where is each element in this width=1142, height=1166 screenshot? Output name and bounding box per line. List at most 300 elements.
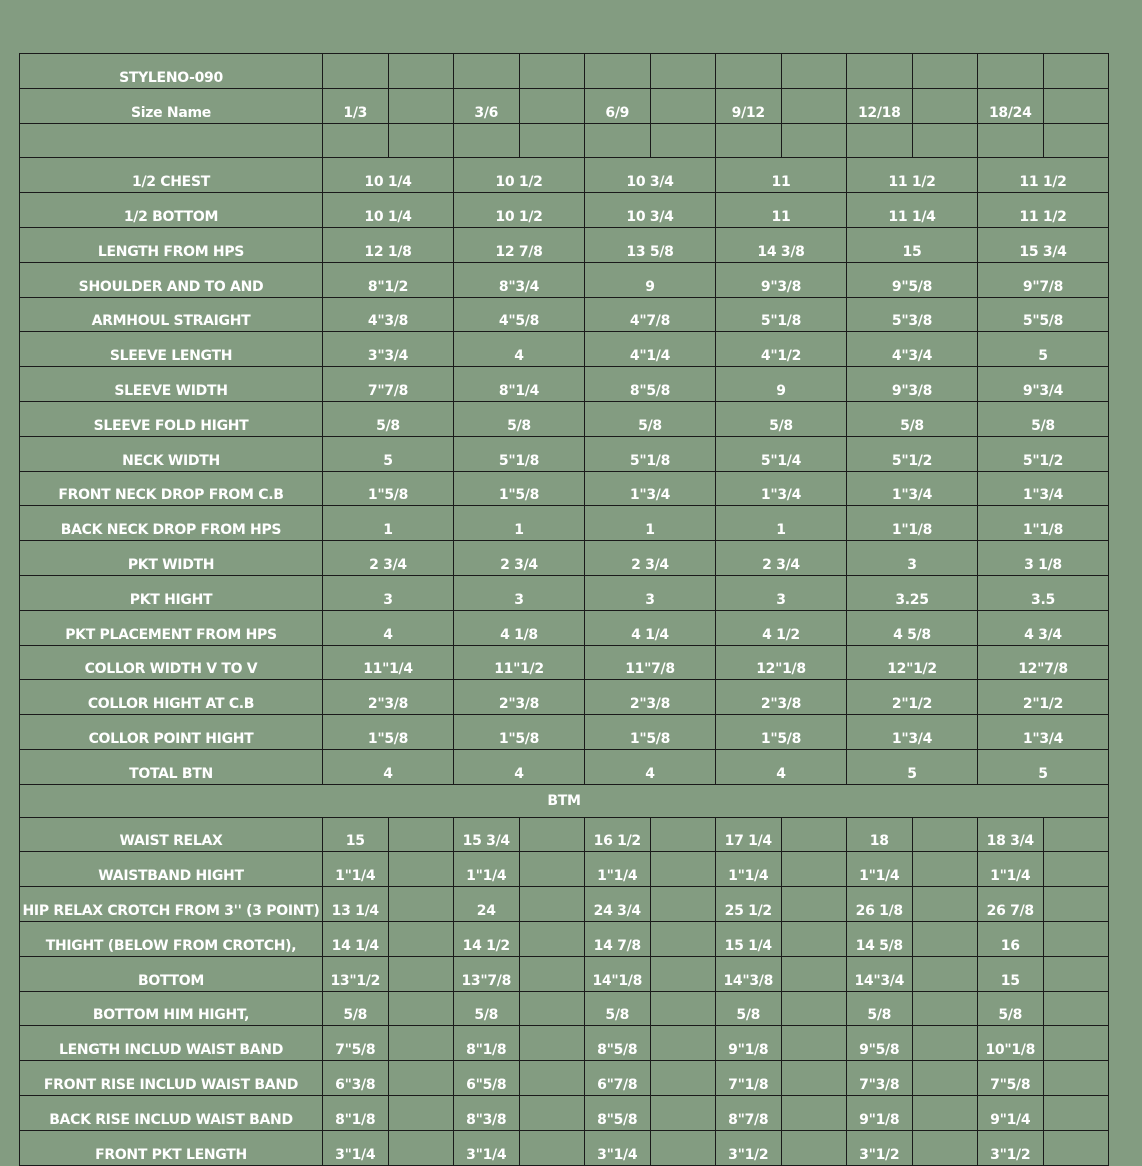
empty-cell[interactable] [1043, 54, 1109, 89]
measurement-value[interactable]: 11 1/2 [978, 158, 1109, 193]
measurement-value[interactable]: 3 [716, 575, 847, 610]
empty-cell[interactable] [912, 1095, 978, 1130]
measurement-value[interactable]: 15 3/4 [978, 227, 1109, 262]
empty-cell[interactable] [781, 1026, 847, 1061]
empty-cell[interactable] [781, 1095, 847, 1130]
empty-cell[interactable] [388, 887, 454, 922]
measurement-value[interactable]: 2"1/2 [847, 680, 978, 715]
measurement-value[interactable]: 10 3/4 [585, 158, 716, 193]
measurement-value[interactable]: 1 [454, 506, 585, 541]
empty-cell[interactable] [781, 956, 847, 991]
measurement-value[interactable]: 11"1/4 [323, 645, 454, 680]
measurement-value[interactable]: 14 1/4 [323, 921, 389, 956]
measurement-value[interactable]: 4 1/2 [716, 610, 847, 645]
empty-cell[interactable] [519, 991, 585, 1026]
measurement-label[interactable]: COLLOR WIDTH V TO V [20, 645, 323, 680]
measurement-value[interactable]: 2"3/8 [716, 680, 847, 715]
measurement-value[interactable]: 15 1/4 [716, 921, 782, 956]
measurement-value[interactable]: 4"3/8 [323, 297, 454, 332]
measurement-value[interactable]: 4 [454, 749, 585, 784]
measurement-value[interactable]: 9"3/4 [978, 367, 1109, 402]
measurement-value[interactable]: 14"3/4 [847, 956, 913, 991]
measurement-value[interactable]: 2"1/2 [978, 680, 1109, 715]
measurement-value[interactable]: 12"7/8 [978, 645, 1109, 680]
measurement-value[interactable]: 5"1/8 [454, 436, 585, 471]
measurement-value[interactable]: 3"3/4 [323, 332, 454, 367]
measurement-value[interactable]: 3"1/4 [585, 1130, 651, 1165]
empty-cell[interactable] [650, 887, 716, 922]
measurement-value[interactable]: 1"1/8 [978, 506, 1109, 541]
measurement-label[interactable]: WAIST RELAX [20, 817, 323, 852]
measurement-value[interactable]: 1"1/4 [847, 852, 913, 887]
measurement-value[interactable]: 8"5/8 [585, 1026, 651, 1061]
measurement-value[interactable]: 11 1/4 [847, 193, 978, 228]
measurement-value[interactable]: 3 1/8 [978, 541, 1109, 576]
empty-cell[interactable] [519, 88, 585, 123]
measurement-value[interactable]: 14"1/8 [585, 956, 651, 991]
empty-cell[interactable] [1043, 991, 1109, 1026]
measurement-value[interactable]: 10 3/4 [585, 193, 716, 228]
measurement-value[interactable]: 7"5/8 [978, 1061, 1044, 1096]
measurement-label[interactable]: BOTTOM [20, 956, 323, 991]
size-header[interactable]: 9/12 [716, 88, 782, 123]
empty-cell[interactable] [978, 54, 1044, 89]
measurement-value[interactable]: 9 [585, 262, 716, 297]
measurement-value[interactable]: 5"5/8 [978, 297, 1109, 332]
measurement-value[interactable]: 3.5 [978, 575, 1109, 610]
measurement-value[interactable]: 9"7/8 [978, 262, 1109, 297]
empty-cell[interactable] [388, 1095, 454, 1130]
measurement-value[interactable]: 4 5/8 [847, 610, 978, 645]
measurement-label[interactable]: BACK RISE INCLUD WAIST BAND [20, 1095, 323, 1130]
empty-cell[interactable] [912, 956, 978, 991]
measurement-value[interactable]: 1"3/4 [585, 471, 716, 506]
measurement-value[interactable]: 3 [323, 575, 454, 610]
measurement-value[interactable]: 8"5/8 [585, 1095, 651, 1130]
empty-cell[interactable] [388, 123, 454, 158]
measurement-value[interactable]: 6"5/8 [454, 1061, 520, 1096]
measurement-label[interactable]: FRONT PKT LENGTH [20, 1130, 323, 1165]
measurement-label[interactable]: FRONT NECK DROP FROM C.B [20, 471, 323, 506]
measurement-value[interactable]: 5/8 [585, 401, 716, 436]
empty-cell[interactable] [519, 1130, 585, 1165]
empty-cell[interactable] [454, 123, 520, 158]
empty-cell[interactable] [454, 54, 520, 89]
measurement-value[interactable]: 14 7/8 [585, 921, 651, 956]
measurement-value[interactable]: 5 [978, 749, 1109, 784]
size-header[interactable]: 12/18 [847, 88, 913, 123]
measurement-label[interactable]: 1/2 BOTTOM [20, 193, 323, 228]
measurement-value[interactable]: 3"1/2 [978, 1130, 1044, 1165]
empty-cell[interactable] [1043, 852, 1109, 887]
empty-cell[interactable] [912, 1061, 978, 1096]
measurement-label[interactable]: SLEEVE FOLD HIGHT [20, 401, 323, 436]
measurement-value[interactable]: 3"1/4 [323, 1130, 389, 1165]
measurement-value[interactable]: 5 [978, 332, 1109, 367]
empty-cell[interactable] [388, 1061, 454, 1096]
empty-cell[interactable] [912, 1026, 978, 1061]
measurement-value[interactable]: 24 3/4 [585, 887, 651, 922]
measurement-value[interactable]: 5/8 [716, 401, 847, 436]
measurement-label[interactable]: HIP RELAX CROTCH FROM 3'' (3 POINT) [20, 887, 323, 922]
measurement-value[interactable]: 1"5/8 [454, 471, 585, 506]
measurement-value[interactable]: 8"1/8 [323, 1095, 389, 1130]
measurement-value[interactable]: 5/8 [847, 401, 978, 436]
empty-cell[interactable] [781, 887, 847, 922]
measurement-value[interactable]: 9"5/8 [847, 262, 978, 297]
measurement-value[interactable]: 17 1/4 [716, 817, 782, 852]
empty-cell[interactable] [650, 1061, 716, 1096]
measurement-value[interactable]: 8"3/8 [454, 1095, 520, 1130]
measurement-value[interactable]: 14 1/2 [454, 921, 520, 956]
measurement-value[interactable]: 5 [323, 436, 454, 471]
empty-cell[interactable] [912, 123, 978, 158]
measurement-label[interactable]: LENGTH FROM HPS [20, 227, 323, 262]
empty-cell[interactable] [1043, 1130, 1109, 1165]
measurement-value[interactable]: 16 1/2 [585, 817, 651, 852]
empty-cell[interactable] [1043, 88, 1109, 123]
measurement-value[interactable]: 1"3/4 [978, 715, 1109, 750]
measurement-value[interactable]: 3"1/4 [454, 1130, 520, 1165]
measurement-value[interactable]: 6"7/8 [585, 1061, 651, 1096]
measurement-value[interactable]: 10 1/4 [323, 158, 454, 193]
measurement-value[interactable]: 7"1/8 [716, 1061, 782, 1096]
empty-cell[interactable] [781, 1061, 847, 1096]
measurement-value[interactable]: 11 1/2 [847, 158, 978, 193]
empty-cell[interactable] [978, 123, 1044, 158]
measurement-value[interactable]: 11 [716, 158, 847, 193]
empty-cell[interactable] [912, 1130, 978, 1165]
measurement-value[interactable]: 13"1/2 [323, 956, 389, 991]
measurement-value[interactable]: 1 [323, 506, 454, 541]
measurement-value[interactable]: 3"1/2 [847, 1130, 913, 1165]
empty-cell[interactable] [519, 123, 585, 158]
measurement-label[interactable]: FRONT RISE INCLUD WAIST BAND [20, 1061, 323, 1096]
measurement-value[interactable]: 1"5/8 [585, 715, 716, 750]
empty-cell[interactable] [1043, 1061, 1109, 1096]
empty-cell[interactable] [519, 1026, 585, 1061]
empty-cell[interactable] [1043, 1095, 1109, 1130]
measurement-value[interactable]: 4 1/4 [585, 610, 716, 645]
empty-cell[interactable] [847, 54, 913, 89]
empty-cell[interactable] [781, 54, 847, 89]
measurement-value[interactable]: 4"3/4 [847, 332, 978, 367]
size-header[interactable]: 3/6 [454, 88, 520, 123]
measurement-value[interactable]: 26 7/8 [978, 887, 1044, 922]
empty-cell[interactable] [912, 88, 978, 123]
measurement-label[interactable]: SLEEVE LENGTH [20, 332, 323, 367]
measurement-value[interactable]: 5/8 [716, 991, 782, 1026]
measurement-value[interactable]: 5 [847, 749, 978, 784]
measurement-row [20, 887, 1109, 922]
empty-cell[interactable] [912, 54, 978, 89]
measurement-value[interactable]: 4 [454, 332, 585, 367]
measurement-value[interactable]: 12 1/8 [323, 227, 454, 262]
empty-cell[interactable] [650, 921, 716, 956]
empty-cell[interactable] [388, 991, 454, 1026]
measurement-value[interactable]: 26 1/8 [847, 887, 913, 922]
measurement-value[interactable]: 9"1/8 [716, 1026, 782, 1061]
measurement-value[interactable]: 2 3/4 [454, 541, 585, 576]
measurement-value[interactable]: 1"3/4 [847, 715, 978, 750]
measurement-value[interactable]: 14 5/8 [847, 921, 913, 956]
measurement-value[interactable]: 5"1/8 [585, 436, 716, 471]
measurement-value[interactable]: 9"1/8 [847, 1095, 913, 1130]
empty-cell[interactable] [1043, 817, 1109, 852]
measurement-value[interactable]: 10 1/4 [323, 193, 454, 228]
empty-cell[interactable] [650, 956, 716, 991]
measurement-value[interactable]: 11 [716, 193, 847, 228]
measurement-value[interactable]: 1"3/4 [847, 471, 978, 506]
empty-cell[interactable] [781, 921, 847, 956]
empty-cell[interactable] [519, 852, 585, 887]
measurement-value[interactable]: 4"5/8 [454, 297, 585, 332]
measurement-value[interactable]: 8"1/2 [323, 262, 454, 297]
measurement-value[interactable]: 2"3/8 [585, 680, 716, 715]
measurement-value[interactable]: 1"1/4 [323, 852, 389, 887]
measurement-value[interactable]: 1"3/4 [978, 471, 1109, 506]
measurement-value[interactable]: 15 3/4 [454, 817, 520, 852]
measurement-value[interactable]: 10"1/8 [978, 1026, 1044, 1061]
measurement-value[interactable]: 1"1/4 [716, 852, 782, 887]
empty-cell[interactable] [650, 54, 716, 89]
measurement-value[interactable]: 10 1/2 [454, 193, 585, 228]
measurement-value[interactable]: 5"1/2 [978, 436, 1109, 471]
measurement-value[interactable]: 2 3/4 [585, 541, 716, 576]
measurement-value[interactable]: 8"3/4 [454, 262, 585, 297]
measurement-value[interactable]: 1"5/8 [716, 715, 847, 750]
measurement-value[interactable]: 5"1/2 [847, 436, 978, 471]
measurement-value[interactable]: 9"5/8 [847, 1026, 913, 1061]
measurement-value[interactable]: 5"1/8 [716, 297, 847, 332]
empty-cell[interactable] [650, 991, 716, 1026]
measurement-value[interactable]: 4 [716, 749, 847, 784]
measurement-label[interactable]: PKT WIDTH [20, 541, 323, 576]
empty-cell[interactable] [650, 123, 716, 158]
measurement-row [20, 852, 1109, 887]
empty-cell[interactable] [1043, 1026, 1109, 1061]
measurement-value[interactable]: 1"3/4 [716, 471, 847, 506]
measurement-value[interactable]: 1"5/8 [454, 715, 585, 750]
empty-cell[interactable] [519, 1095, 585, 1130]
empty-cell[interactable] [650, 1095, 716, 1130]
measurement-label[interactable]: COLLOR HIGHT AT C.B [20, 680, 323, 715]
empty-cell[interactable] [388, 54, 454, 89]
empty-cell[interactable] [519, 887, 585, 922]
measurement-value[interactable]: 5/8 [323, 401, 454, 436]
empty-cell[interactable] [781, 123, 847, 158]
measurement-value[interactable]: 4"7/8 [585, 297, 716, 332]
size-header[interactable]: 6/9 [585, 88, 651, 123]
measurement-value[interactable]: 5/8 [454, 401, 585, 436]
measurement-label[interactable]: PKT PLACEMENT FROM HPS [20, 610, 323, 645]
measurement-label[interactable]: COLLOR POINT HIGHT [20, 715, 323, 750]
measurement-label[interactable]: THIGHT (BELOW FROM CROTCH), [20, 921, 323, 956]
measurement-value[interactable]: 8"5/8 [585, 367, 716, 402]
measurement-value[interactable]: 3 [454, 575, 585, 610]
measurement-value[interactable]: 9"3/8 [716, 262, 847, 297]
empty-cell[interactable] [388, 956, 454, 991]
measurement-value[interactable]: 2"3/8 [323, 680, 454, 715]
measurement-value[interactable]: 1"1/8 [847, 506, 978, 541]
measurement-value[interactable]: 14"3/8 [716, 956, 782, 991]
measurement-value[interactable]: 9"3/8 [847, 367, 978, 402]
empty-cell[interactable] [912, 817, 978, 852]
measurement-value[interactable]: 3 [585, 575, 716, 610]
measurement-value[interactable]: 13 5/8 [585, 227, 716, 262]
measurement-value[interactable]: 7"5/8 [323, 1026, 389, 1061]
section-label-btm[interactable]: BTM [20, 784, 1109, 817]
measurement-value[interactable]: 12"1/2 [847, 645, 978, 680]
measurement-value[interactable]: 1"1/4 [454, 852, 520, 887]
empty-cell[interactable] [781, 88, 847, 123]
measurement-value[interactable]: 18 [847, 817, 913, 852]
empty-cell[interactable] [519, 1061, 585, 1096]
measurement-value[interactable]: 8"1/4 [454, 367, 585, 402]
measurement-label[interactable]: SLEEVE WIDTH [20, 367, 323, 402]
measurement-value[interactable]: 4"1/4 [585, 332, 716, 367]
measurement-value[interactable]: 5/8 [978, 401, 1109, 436]
measurement-value[interactable]: 8"7/8 [716, 1095, 782, 1130]
measurement-value[interactable]: 14 3/8 [716, 227, 847, 262]
measurement-value[interactable]: 13"7/8 [454, 956, 520, 991]
measurement-label[interactable]: NECK WIDTH [20, 436, 323, 471]
measurement-value[interactable]: 2"3/8 [454, 680, 585, 715]
measurement-label[interactable]: TOTAL BTN [20, 749, 323, 784]
measurement-value[interactable]: 4"1/2 [716, 332, 847, 367]
measurement-value[interactable]: 15 [847, 227, 978, 262]
empty-cell[interactable] [323, 123, 389, 158]
measurement-value[interactable]: 4 [323, 749, 454, 784]
measurement-row [20, 1026, 1109, 1061]
measurement-value[interactable]: 8"1/8 [454, 1026, 520, 1061]
measurement-value[interactable]: 11 1/2 [978, 193, 1109, 228]
empty-cell[interactable] [912, 921, 978, 956]
measurement-value[interactable]: 12 7/8 [454, 227, 585, 262]
measurement-label[interactable]: PKT HIGHT [20, 575, 323, 610]
measurement-label[interactable]: WAISTBAND HIGHT [20, 852, 323, 887]
measurement-value[interactable]: 5/8 [454, 991, 520, 1026]
measurement-value[interactable]: 1"5/8 [323, 715, 454, 750]
measurement-value[interactable]: 5/8 [847, 991, 913, 1026]
measurement-label[interactable]: BACK NECK DROP FROM HPS [20, 506, 323, 541]
measurement-value[interactable]: 1 [716, 506, 847, 541]
measurement-value[interactable]: 5/8 [978, 991, 1044, 1026]
measurement-value[interactable]: 9 [716, 367, 847, 402]
measurement-label[interactable]: 1/2 CHEST [20, 158, 323, 193]
empty-cell[interactable] [1043, 123, 1109, 158]
empty-cell[interactable] [650, 1026, 716, 1061]
empty-cell[interactable] [20, 123, 323, 158]
empty-cell[interactable] [650, 88, 716, 123]
empty-cell[interactable] [585, 54, 651, 89]
measurement-value[interactable]: 9"1/4 [978, 1095, 1044, 1130]
measurement-value[interactable]: 13 1/4 [323, 887, 389, 922]
empty-cell[interactable] [1043, 887, 1109, 922]
measurement-value[interactable]: 1"1/4 [585, 852, 651, 887]
empty-cell[interactable] [519, 956, 585, 991]
empty-cell[interactable] [1043, 956, 1109, 991]
empty-cell[interactable] [323, 54, 389, 89]
size-header[interactable]: 1/3 [323, 88, 389, 123]
measurement-value[interactable]: 15 [978, 956, 1044, 991]
measurement-value[interactable]: 10 1/2 [454, 158, 585, 193]
empty-cell[interactable] [388, 817, 454, 852]
style-number[interactable]: STYLENO-090 [20, 54, 323, 89]
measurement-label[interactable]: SHOULDER AND TO AND [20, 262, 323, 297]
empty-cell[interactable] [388, 921, 454, 956]
empty-cell[interactable] [912, 852, 978, 887]
measurement-value[interactable]: 12"1/8 [716, 645, 847, 680]
empty-cell[interactable] [585, 123, 651, 158]
measurement-value[interactable]: 5"1/4 [716, 436, 847, 471]
measurement-value[interactable]: 6"3/8 [323, 1061, 389, 1096]
measurement-value[interactable]: 25 1/2 [716, 887, 782, 922]
measurement-value[interactable]: 11"1/2 [454, 645, 585, 680]
empty-cell[interactable] [519, 817, 585, 852]
measurement-value[interactable]: 1"1/4 [978, 852, 1044, 887]
measurement-value[interactable]: 5/8 [323, 991, 389, 1026]
measurement-row [20, 367, 1109, 402]
empty-cell[interactable] [781, 991, 847, 1026]
empty-cell[interactable] [781, 817, 847, 852]
empty-cell[interactable] [650, 1130, 716, 1165]
empty-cell[interactable] [781, 852, 847, 887]
measurement-value[interactable]: 3.25 [847, 575, 978, 610]
measurement-value[interactable]: 4 [323, 610, 454, 645]
measurement-value[interactable]: 16 [978, 921, 1044, 956]
empty-cell[interactable] [781, 1130, 847, 1165]
measurement-value[interactable]: 4 [585, 749, 716, 784]
measurement-label[interactable]: LENGTH INCLUD WAIST BAND [20, 1026, 323, 1061]
measurement-value[interactable]: 3 [847, 541, 978, 576]
measurement-value[interactable]: 1"5/8 [323, 471, 454, 506]
size-header[interactable]: 18/24 [978, 88, 1044, 123]
empty-cell[interactable] [912, 887, 978, 922]
measurement-value[interactable]: 11"7/8 [585, 645, 716, 680]
measurement-value[interactable]: 2 3/4 [716, 541, 847, 576]
size-name-label[interactable]: Size Name [20, 88, 323, 123]
measurement-value[interactable]: 15 [323, 817, 389, 852]
measurement-value[interactable]: 2 3/4 [323, 541, 454, 576]
measurement-value[interactable]: 4 3/4 [978, 610, 1109, 645]
empty-cell[interactable] [847, 123, 913, 158]
empty-cell[interactable] [388, 852, 454, 887]
measurement-value[interactable]: 7"7/8 [323, 367, 454, 402]
empty-cell[interactable] [388, 1130, 454, 1165]
empty-cell[interactable] [716, 123, 782, 158]
empty-cell[interactable] [716, 54, 782, 89]
empty-cell[interactable] [912, 991, 978, 1026]
measurement-value[interactable]: 18 3/4 [978, 817, 1044, 852]
measurement-value[interactable]: 24 [454, 887, 520, 922]
measurement-value[interactable]: 4 1/8 [454, 610, 585, 645]
measurement-label[interactable]: BOTTOM HIM HIGHT, [20, 991, 323, 1026]
empty-cell[interactable] [650, 817, 716, 852]
measurement-label[interactable]: ARMHOUL STRAIGHT [20, 297, 323, 332]
empty-cell[interactable] [519, 54, 585, 89]
measurement-value[interactable]: 7"3/8 [847, 1061, 913, 1096]
measurement-value[interactable]: 5/8 [585, 991, 651, 1026]
empty-cell[interactable] [1043, 921, 1109, 956]
measurement-value[interactable]: 1 [585, 506, 716, 541]
empty-cell[interactable] [519, 921, 585, 956]
empty-cell[interactable] [388, 1026, 454, 1061]
empty-cell[interactable] [650, 852, 716, 887]
empty-cell[interactable] [388, 88, 454, 123]
measurement-value[interactable]: 3"1/2 [716, 1130, 782, 1165]
measurement-value[interactable]: 5"3/8 [847, 297, 978, 332]
